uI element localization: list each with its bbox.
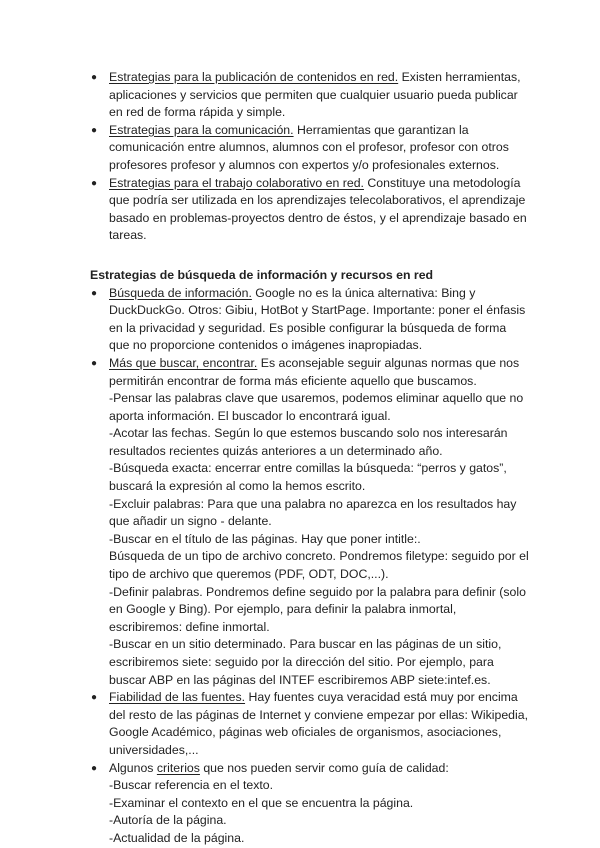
search-strategies-list: [90, 285, 530, 848]
list-item-fiabilidad: [90, 689, 530, 759]
sub-line: -Buscar referencia en el texto.: [109, 778, 274, 793]
item-text-pre: Algunos: [109, 760, 154, 775]
bullet-icon: ●: [90, 692, 98, 704]
item-title: Búsqueda de información.: [109, 285, 252, 300]
section-heading: Estrategias de búsqueda de información y recursos en red: [90, 267, 434, 282]
strategies-list: [90, 69, 530, 245]
bullet-icon: ●: [90, 177, 98, 189]
item-text: Google no es la única alternativa: Bing y DuckDuckGo. Otros: Gibiu, HotBot y StartPage. Importante: poner el énfasis en la privacidad y seguridad. Es posible configurar la búsqueda de forma que no proporcione contenidos o imágenes inapropiadas.: [109, 285, 526, 353]
item-text: Existen herramientas, aplicaciones y servicios que permiten que cualquier usuario pueda publicar en red de forma rápida y simple.: [109, 70, 521, 120]
bullet-icon: ●: [90, 357, 98, 369]
sub-line: -Autoría de la página.: [109, 813, 227, 828]
list-item: [90, 69, 530, 122]
sub-line: -Examinar el contexto en el que se encuentra la página.: [109, 795, 414, 810]
item-title: Estrategias para la publicación de contenidos en red.: [109, 70, 399, 84]
bullet-icon: ●: [90, 72, 98, 83]
item-text: Constituye una metodología que podría ser utilizada en los aprendizajes telecolaborativos, el aprendizaje basado en problemas-proyectos dentro de éstos, y el aprendizaje basado en tareas.: [109, 175, 527, 243]
bullet-icon: ●: [90, 287, 98, 299]
list-item: [90, 122, 530, 175]
criterios-link[interactable]: criterios: [156, 760, 200, 775]
list-item-busqueda: [90, 285, 530, 355]
item-text-post: que nos pueden servir como guía de calidad:: [203, 760, 449, 775]
item-text: Hay fuentes cuya veracidad está muy por encima del resto de las páginas de Internet y conviene empezar por ellas: Wikipedia, Google Académico, páginas web oficiales de organismos, asociaciones, universidades,...: [109, 690, 529, 757]
item-title: Más que buscar, encontrar.: [109, 355, 258, 370]
sub-line: Búsqueda de un tipo de archivo concreto. Pondremos filetype: seguido por el tipo de archivo que queremos (PDF, ODT, DOC,...).: [109, 549, 529, 582]
spacer: [90, 245, 530, 267]
sub-line: -Buscar en el título de las páginas. Hay que poner intitle:.: [109, 531, 421, 546]
item-title: Estrategias para el trabajo colaborativo en red.: [109, 175, 364, 190]
bullet-icon: ●: [90, 762, 98, 774]
bullet-icon: ●: [90, 124, 98, 136]
sub-line: -Buscar en un sitio determinado. Para buscar en las páginas de un sitio, escribiremos siete: seguido por la dirección del sitio. Por ejemplo, para buscar ABP en las páginas del INTEF escribiremos ABP siete:intef.es.: [109, 637, 502, 687]
sub-line: -Pensar las palabras clave que usaremos, podemos eliminar aquello que no aporta información. El buscador lo encontrará igual.: [109, 391, 524, 423]
document-body: [90, 69, 530, 848]
list-item-mas-que-buscar: [90, 355, 530, 689]
list-item-criterios: [90, 760, 530, 848]
item-title: Fiabilidad de las fuentes.: [109, 690, 246, 705]
item-title: Estrategias para la comunicación.: [109, 122, 294, 137]
sub-line: -Actualidad de la página.: [109, 830, 245, 845]
sub-line: -Acotar las fechas. Según lo que estemos buscando solo nos interesarán resultados recientes quizás anteriores a un determinado año.: [109, 426, 508, 458]
sub-line: -Definir palabras. Pondremos define seguido por la palabra para definir (solo en Google y Bing). Por ejemplo, para definir la palabra inmortal, escribiremos: define inmortal.: [109, 584, 526, 634]
item-text: Es aconsejable seguir algunas normas que nos permitirán encontrar de forma más eficiente aquello que buscamos.: [109, 355, 520, 388]
list-item: [90, 175, 530, 245]
sub-line: -Búsqueda exacta: encerrar entre comillas la búsqueda: “perros y gatos”, buscará la expresión al como la hemos escrito.: [109, 461, 507, 494]
item-text: Herramientas que garantizan la comunicación entre alumnos, alumnos con el profesor, profesor con otros profesores profesor y alumnos con expertos y/o profesionales externos.: [109, 122, 509, 172]
sub-line: -Excluir palabras: Para que una palabra no aparezca en los resultados hay que añadir un signo - delante.: [109, 496, 517, 529]
